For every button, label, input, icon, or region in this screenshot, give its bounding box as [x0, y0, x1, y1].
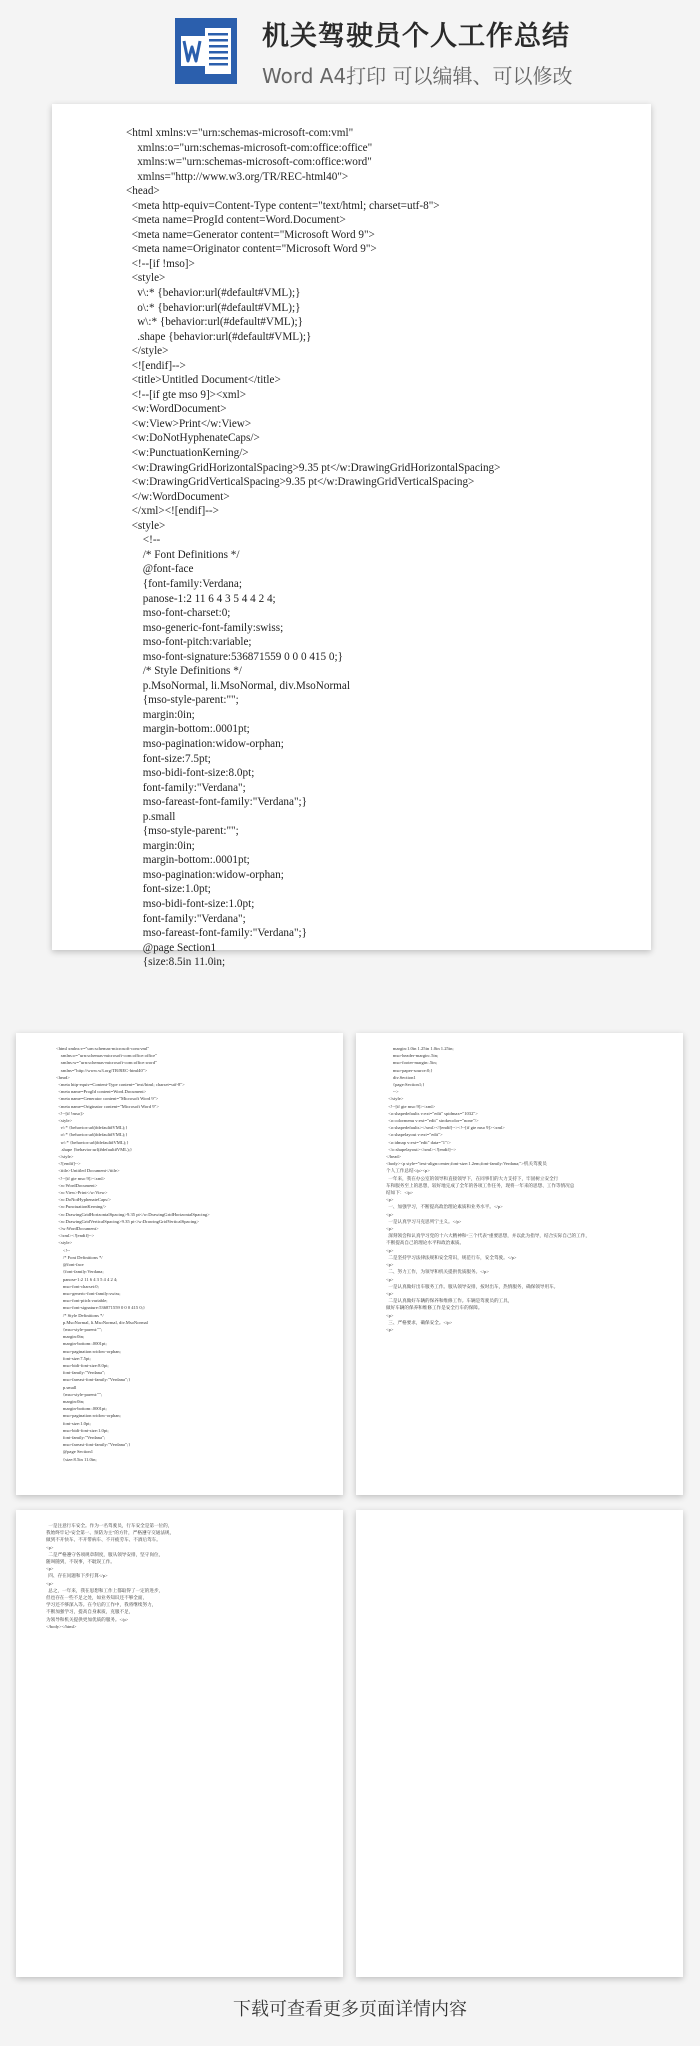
document-title: 机关驾驶员个人工作总结 [262, 21, 570, 52]
document-subtitle: Word A4打印 可以编辑、可以修改 [262, 64, 573, 88]
header [0, 0, 700, 100]
page-thumbnail-1[interactable] [16, 1033, 343, 1495]
main-page-preview [52, 104, 651, 969]
page-thumbnail-3[interactable] [16, 1510, 343, 1977]
page-thumbnail-4[interactable] [356, 1510, 683, 1977]
page-thumbnail-2[interactable] [356, 1033, 683, 1495]
main-page-code: <html xmlns:v="urn:schemas-microsoft-com:vml" xmlns:o="urn:schemas-microsoft-com:office:office" xmlns:w="urn:schemas-microsoft-com:office:word" xmlns="http://www.w3.org/TR/REC-html40"> <head> <meta http-equiv=Content-Type content="text/html; charset=utf-8"> <meta name=ProgId content=Word.Document> <meta name=Generator content="Microsoft Word 9"> <meta name=Originator content="Microsoft Word 9"> <!--[if !mso]> <style> v\:* {behavior:url(#default#VML);} o\:* {behavior:url(#default#VML);} w\:* {behavior:url(#default#VML);} .shape {behavior:url(#default#VML);} </style> <![endif]--> <title>Untitled Document</title> <!--[if gte mso 9]><xml> <w:WordDocument> <w:View>Print</w:View> <w:DoNotHyphenateCaps/> <w:PunctuationKerning/> <w:DrawingGridHorizontalSpacing>9.35 pt</w:DrawingGridHorizontalSpacing> <w:DrawingGridVerticalSpacing>9.35 pt</w:DrawingGridVerticalSpacing> </w:WordDocument> </xml><![endif]--> <style> <!-- /* Font Definitions */ @font-face {font-family:Verdana; panose-1:2 11 6 4 3 5 4 4 2 4; mso-font-charset:0; mso-generic-font-family:swiss; mso-font-pitch:variable; mso-font-signature:536871559 0 0 0 415 0;} /* Style Definitions */ p.MsoNormal, li.MsoNormal, div.MsoNormal {mso-style-parent:""; margin:0in; margin-bottom:.0001pt; mso-pagination:widow-orphan; font-size:7.5pt; mso-bidi-font-size:8.0pt; font-family:"Verdana"; mso-fareast-font-family:"Verdana";} p.small {mso-style-parent:""; margin:0in; margin-bottom:.0001pt; mso-pagination:widow-orphan; font-size:1.0pt; mso-bidi-font-size:1.0pt; font-family:"Verdana"; mso-fareast-font-family:"Verdana";} @page Section1 {size:8.5in 11.0in; [126, 127, 501, 969]
download-more-link[interactable]: 下载可查看更多页面详情内容 [233, 1999, 467, 2020]
word-icon [175, 18, 237, 84]
thumbnail-text: margin:1.0in 1.25in 1.0in 1.25in; mso-header-margin:.5in; mso-footer-margin:.5in; mso-paper-source:0;} div.Section1 {page:Section1;} --> </style> <!--[if gte mso 9]><xml> <o:shapedefaults v:ext="edit" spidmax="1032"> <o:colormenu v:ext="edit" strokecolor="none"/> <o:shapedefaults></xml><![endif]--><!--[if gte mso 9]><xml> <o:shapelayout v:ext="edit"> <o:idmap v:ext="edit" data="1"/> </o:shapelayout></xml><![endif]--> </head> <body><p style="text-align:center;font-size:1.2em;font-family:Verdana;">机关驾驶员 个人工作总结</p><p> 一年来，我在办公室的领导和直接领导下，在同事们的大力支持下，牢固树立安全行 车和服务至上的思想，较好地完成了全年的各项工作任务，现将一年来的思想、工作等情况总 结如下：</p> <p> 一、加强学习，不断提高政治理论素质和业务水平。</p> <p> 一是认真学习马克思列宁主义。</p> <p> 深刻领会和认真学习党的十六大精神和“三个代表”重要思想，并以此为指导，结合实际自己的工作， 不断提高自己的理论水平和政治素质。 <p> 二是坚持学习法律法规和安全常识，规范行车，安全驾驶。</p> <p> 二、努力工作，为领导和机关提供优质服务。</p> <p> 一是认真做好出车服务工作。服从领导安排，按时出车，热情服务，确保领导用车。 <p> 二是认真做好车辆的保养和维修工作。车辆是驾驶员的工具， 做好车辆的保养和维修工作是安全行车的保障。 <p> 三、严格要求，确保安全。</p> <p> [386, 1046, 590, 1332]
thumbnail-text: 一是注意行车安全。作为一名驾驶员，行车安全是第一位的， 我始终牢记“安全第一、预防为主”的方针，严格遵守交通法规， 做到不开快车、不开带病车、不开疲劳车、不酒后驾车。 <p> 二是严格遵守各项规章制度，服从领导安排，坚守岗位， 随叫随到，不误事，不耽误工作。 <p> 四、存在问题和下步打算</p> <p> 总之，一年来，我在思想和工作上都取得了一定的进步， 但也存在一些不足之处，如业务知识还不够全面， 学习还不够深入等。在今后的工作中，我将继续努力， 不断加强学习，提高自身素质，克服不足， 为领导和机关提供更加优质的服务。</p> </body></html> [46, 1523, 175, 1629]
thumbnail-text: <html xmlns:v="urn:schemas-microsoft-com:vml" xmlns:o="urn:schemas-microsoft-com:office:office" xmlns:w="urn:schemas-microsoft-com:office:word" xmlns="http://www.w3.org/TR/REC-html40"> <head> <meta http-equiv=Content-Type content="text/html; charset=utf-8"> <meta name=ProgId content=Word.Document> <meta name=Generator content="Microsoft Word 9"> <meta name=Originator content="Microsoft Word 9"> <!--[if !mso]> <style> v\:* {behavior:url(#default#VML);} o\:* {behavior:url(#default#VML);} w\:* {behavior:url(#default#VML);} .shape {behavior:url(#default#VML);} </style> <![endif]--> <title>Untitled Document</title> <!--[if gte mso 9]><xml> <w:WordDocument> <w:View>Print</w:View> <w:DoNotHyphenateCaps/> <w:PunctuationKerning/> <w:DrawingGridHorizontalSpacing>9.35 pt</w:DrawingGridHorizontalSpacing> <w:DrawingGridVerticalSpacing>9.35 pt</w:DrawingGridVerticalSpacing> </w:WordDocument> </xml><![endif]--> <style> <!-- /* Font Definitions */ @font-face {font-family:Verdana; panose-1:2 11 6 4 3 5 4 4 2 4; mso-font-charset:0; mso-generic-font-family:swiss; mso-font-pitch:variable; mso-font-signature:536871559 0 0 0 415 0;} /* Style Definitions */ p.MsoNormal, li.MsoNormal, div.MsoNormal {mso-style-parent:""; margin:0in; margin-bottom:.0001pt; mso-pagination:widow-orphan; font-size:7.5pt; mso-bidi-font-size:8.0pt; font-family:"Verdana"; mso-fareast-font-family:"Verdana";} p.small {mso-style-parent:""; margin:0in; margin-bottom:.0001pt; mso-pagination:widow-orphan; font-size:1.0pt; mso-bidi-font-size:1.0pt; font-family:"Verdana"; mso-fareast-font-family:"Verdana";} @page Section1 {size:8.5in 11.0in; [56, 1046, 210, 1462]
